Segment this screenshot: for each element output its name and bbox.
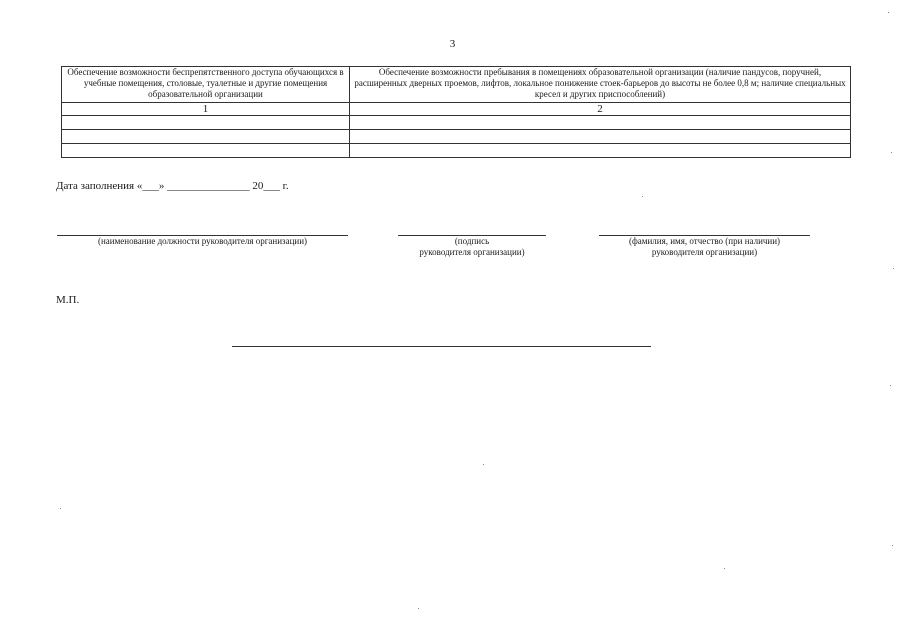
table-cell[interactable] — [350, 116, 851, 130]
scan-speck — [892, 545, 893, 546]
signature-caption-line1: (подпись — [454, 236, 490, 246]
fill-date-field[interactable]: Дата заполнения «___» _______________ 20___ г. — [56, 180, 289, 192]
column-number-2: 2 — [350, 103, 851, 116]
position-signature-line[interactable] — [57, 235, 348, 247]
table-row — [62, 130, 851, 144]
table-row — [62, 144, 851, 158]
accessibility-table — [61, 66, 851, 158]
full-name-signature-line[interactable] — [599, 235, 810, 258]
table-row — [62, 116, 851, 130]
scan-speck — [891, 152, 892, 153]
scan-speck — [893, 268, 894, 269]
table-cell[interactable] — [62, 130, 350, 144]
column-number-1: 1 — [62, 103, 350, 116]
scan-speck — [888, 12, 889, 13]
table-cell[interactable] — [62, 116, 350, 130]
page-number: 3 — [449, 38, 456, 50]
signature-line[interactable] — [398, 235, 546, 258]
bottom-separator-line — [232, 346, 651, 347]
scan-speck — [418, 608, 419, 609]
table-cell[interactable] — [350, 130, 851, 144]
table-cell[interactable] — [350, 144, 851, 158]
scan-speck — [642, 196, 643, 197]
scan-speck — [724, 568, 725, 569]
scan-speck — [890, 385, 891, 386]
stamp-label: М.П. — [56, 294, 80, 306]
table-cell[interactable] — [62, 144, 350, 158]
name-caption-line1: (фамилия, имя, отчество (при наличии) — [628, 236, 781, 246]
scan-speck — [483, 464, 484, 465]
header-stay-cell: Обеспечение возможности пребывания в помещениях образовательной организации (наличие пандусов, поручней, расширенных дверных проемов, лифтов, локальное понижение стоек-барьеров до высоты не более 0,8 м; наличие специальных кресел и других приспособлений) — [350, 67, 851, 103]
column-number-row — [62, 103, 851, 116]
signature-caption-line2: руководителя организации) — [419, 247, 525, 257]
scan-speck — [60, 508, 61, 509]
header-access-cell: Обеспечение возможности беспрепятственного доступа обучающихся в учебные помещения, столовые, туалетные и другие помещения образовательной организации — [62, 67, 350, 103]
table-header-row — [62, 67, 851, 103]
name-caption-line2: руководителя организации) — [651, 247, 758, 257]
position-caption: (наименование должности руководителя организации) — [97, 236, 308, 246]
